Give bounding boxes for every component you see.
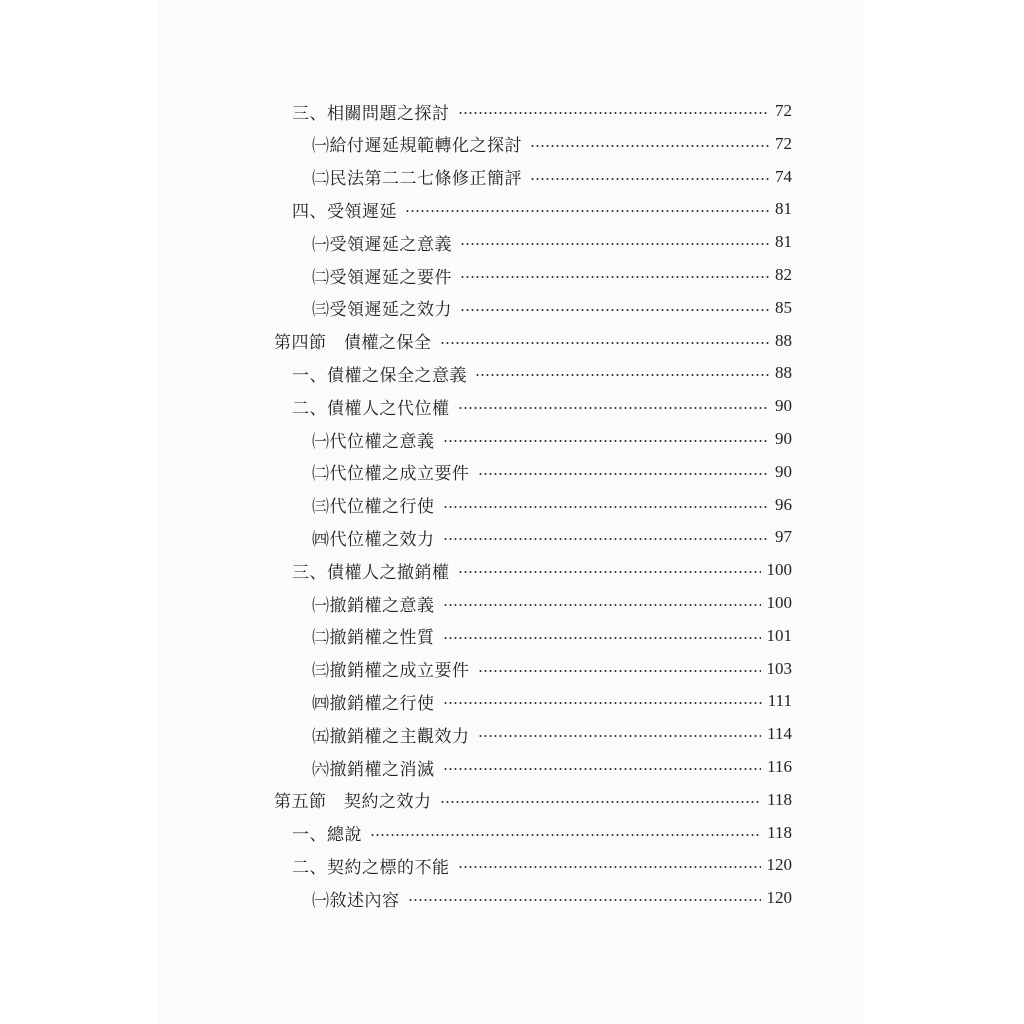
toc-entry-page-number: 114 [767, 724, 792, 744]
dot-leader [443, 637, 761, 639]
toc-entry [274, 784, 792, 816]
toc-entry-title: 二、契約之標的不能 [292, 857, 450, 878]
toc-entry [312, 489, 792, 521]
dot-leader [458, 571, 761, 573]
toc-entry-title: 一、債權之保全之意義 [292, 365, 467, 386]
toc-entry-page-number: 90 [775, 461, 792, 481]
dot-leader [530, 145, 769, 147]
toc-entry-title: ㈢受領遲延之效力 [312, 300, 452, 321]
toc-entry-page-number: 120 [766, 855, 792, 875]
toc-entry-title: ㈣撤銷權之行使 [312, 693, 435, 714]
toc-entry-page-number: 118 [767, 789, 792, 809]
toc-entry-title: ㈠給付遲延規範轉化之探討 [312, 136, 522, 157]
toc-entry-title: ㈡撤銷權之性質 [312, 628, 435, 649]
toc-entry-page-number: 111 [767, 691, 792, 711]
toc-entry [312, 685, 792, 717]
toc-entry-page-number: 81 [775, 199, 792, 219]
dot-leader [408, 899, 761, 901]
toc-entry [274, 325, 792, 357]
toc-entry [312, 751, 792, 783]
dot-leader [443, 506, 770, 508]
toc-entry-title: ㈢代位權之行使 [312, 497, 435, 518]
toc-entry-page-number: 120 [766, 888, 792, 908]
toc-entry-title: ㈡受領遲延之要件 [312, 267, 452, 288]
toc-entry [312, 226, 792, 258]
toc-entry-page-number: 90 [775, 396, 792, 416]
dot-leader [460, 276, 769, 278]
toc-entry-page-number: 88 [775, 330, 792, 350]
toc-entry-page-number: 82 [775, 265, 792, 284]
toc-entry [312, 718, 792, 750]
toc-entry-page-number: 100 [766, 560, 792, 580]
dot-leader [443, 440, 770, 442]
toc-entry [292, 849, 792, 881]
toc-entry-title: 四、受領遲延 [292, 201, 397, 222]
toc-entry-title: 一、總說 [292, 825, 362, 846]
toc-entry-page-number: 103 [766, 658, 792, 678]
toc-entry-title: ㈠受領遲延之意義 [312, 234, 452, 255]
dot-leader [530, 178, 769, 180]
toc-entry [312, 521, 792, 553]
toc-entry [312, 587, 792, 619]
toc-entry [292, 193, 792, 225]
toc-entry-page-number: 74 [775, 166, 792, 186]
toc-entry [292, 95, 792, 127]
toc-entry-title: ㈠撤銷權之意義 [312, 595, 435, 616]
dot-leader [478, 473, 770, 475]
toc-entry-title: ㈠敘述內容 [312, 890, 400, 911]
toc-entry-page-number: 116 [767, 757, 792, 776]
dot-leader [478, 670, 761, 672]
toc-entry-page-number: 81 [775, 232, 792, 252]
toc-entry-title: 三、債權人之撤銷權 [292, 562, 450, 583]
toc-entry [312, 161, 792, 193]
dot-leader [443, 604, 761, 606]
dot-leader [405, 210, 769, 212]
toc-entry [292, 554, 792, 586]
toc-entry-page-number: 72 [775, 133, 792, 153]
dot-leader [460, 243, 769, 245]
toc-entry-title: 三、相關問題之探討 [292, 103, 450, 124]
toc-entry-title: ㈡民法第二二七條修正簡評 [312, 169, 522, 190]
toc-entry [312, 292, 792, 324]
toc-entry [312, 620, 792, 652]
toc-entry [292, 817, 792, 849]
toc-entry [312, 128, 792, 160]
toc-entry-page-number: 101 [766, 625, 792, 645]
dot-leader [443, 702, 762, 704]
toc-entry [312, 653, 792, 685]
dot-leader [478, 735, 762, 737]
toc-entry-page-number: 118 [767, 822, 792, 842]
toc-entry [312, 259, 792, 291]
toc-entry [312, 423, 792, 455]
dot-leader [440, 342, 770, 344]
toc-entry-title: ㈠代位權之意義 [312, 431, 435, 452]
dot-leader [370, 834, 761, 836]
toc-entry [292, 390, 792, 422]
dot-leader [443, 768, 762, 770]
toc-entry-page-number: 72 [775, 101, 792, 120]
toc-entry [292, 357, 792, 389]
dot-leader [440, 801, 762, 803]
dot-leader [458, 112, 770, 114]
toc-entry-page-number: 88 [775, 363, 792, 383]
toc-entry-title: ㈡代位權之成立要件 [312, 464, 470, 485]
toc-entry-page-number: 85 [775, 297, 792, 317]
toc-entry-title: ㈢撤銷權之成立要件 [312, 661, 470, 682]
dot-leader [458, 866, 761, 868]
toc-entry-page-number: 100 [766, 593, 792, 612]
dot-leader [460, 309, 769, 311]
dot-leader [443, 538, 770, 540]
toc-entry-title: ㈤撤銷權之主觀效力 [312, 726, 470, 747]
toc-entry-page-number: 97 [775, 527, 792, 547]
toc-entry-page-number: 90 [775, 429, 792, 448]
toc-entry-title: 第四節 債權之保全 [274, 333, 432, 354]
dot-leader [458, 407, 770, 409]
toc-entry-title: ㈥撤銷權之消滅 [312, 759, 435, 780]
toc-entry-title: ㈣代位權之效力 [312, 529, 435, 550]
toc-entry-title: 第五節 契約之效力 [274, 792, 432, 813]
toc-entry [312, 882, 792, 914]
toc-entry-page-number: 96 [775, 494, 792, 514]
toc-entry [312, 456, 792, 488]
toc-entry-title: 二、債權人之代位權 [292, 398, 450, 419]
dot-leader [475, 374, 769, 376]
